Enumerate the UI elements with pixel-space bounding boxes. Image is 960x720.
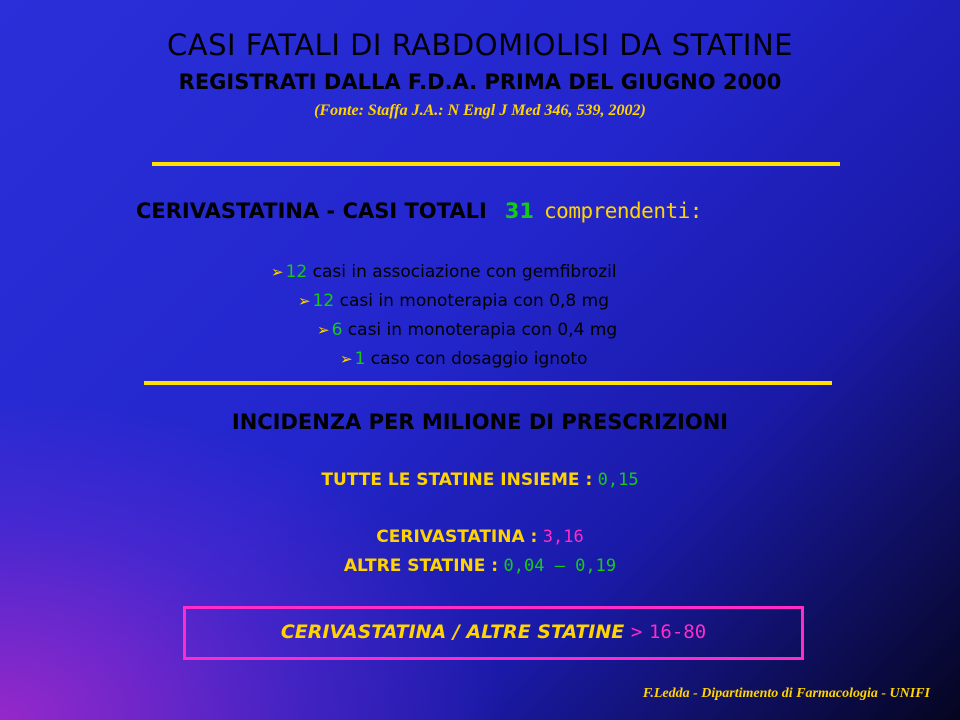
incidence-other-value: 0,04 – 0,19 <box>503 556 617 576</box>
cerivastatina-total-line <box>136 199 702 223</box>
divider-top <box>152 162 840 166</box>
ratio-value: 16-80 <box>648 621 707 643</box>
footer-credit: F.Ledda - Dipartimento di Farmacologia - UNIFI <box>642 686 930 701</box>
bullet-text: casi in monoterapia con 0,8 mg <box>334 291 609 311</box>
cerivastatina-total-label: CERIVASTATINA - CASI TOTALI <box>136 199 487 223</box>
ratio-label: CERIVASTATINA / ALTRE STATINE <box>280 621 625 643</box>
incidence-all-statins <box>0 470 960 490</box>
list-item <box>340 349 588 369</box>
arrow-bullet-icon: ➢ <box>271 263 284 281</box>
bullet-text: casi in monoterapia con 0,4 mg <box>342 320 618 340</box>
bullet-text: casi in associazione con gemfibrozil <box>307 262 617 282</box>
bullet-text: caso con dosaggio ignoto <box>365 349 588 369</box>
incidence-other-statins <box>0 556 960 576</box>
bullet-number: 12 <box>285 262 308 282</box>
arrow-bullet-icon: ➢ <box>317 321 330 339</box>
incidence-ceri-value: 3,16 <box>542 527 584 547</box>
ratio-operator: > <box>630 621 643 643</box>
incidence-ceri-label: CERIVASTATINA : <box>376 527 538 547</box>
cerivastatina-total-suffix: comprendenti: <box>544 199 702 223</box>
arrow-bullet-icon: ➢ <box>340 350 353 368</box>
slide-title: CASI FATALI DI RABDOMIOLISI DA STATINE <box>167 28 793 62</box>
bullet-number: 1 <box>354 349 366 369</box>
incidence-cerivastatina <box>0 527 960 547</box>
bullet-number: 6 <box>331 320 343 340</box>
list-item <box>271 262 617 282</box>
list-item <box>298 291 609 311</box>
cerivastatina-total-value: 31 <box>504 199 535 223</box>
incidence-heading: INCIDENZA PER MILIONE DI PRESCRIZIONI <box>231 410 729 434</box>
list-item <box>317 320 617 340</box>
incidence-all-value: 0,15 <box>597 470 639 490</box>
ratio-text <box>183 621 804 643</box>
bullet-number: 12 <box>312 291 335 311</box>
source-citation: (Fonte: Staffa J.A.: N Engl J Med 346, 539, 2002) <box>314 102 646 119</box>
slide-subtitle: REGISTRATI DALLA F.D.A. PRIMA DEL GIUGNO 2000 <box>178 70 782 94</box>
incidence-all-label: TUTTE LE STATINE INSIEME : <box>321 470 593 490</box>
divider-middle <box>144 381 832 385</box>
arrow-bullet-icon: ➢ <box>298 292 311 310</box>
incidence-other-label: ALTRE STATINE : <box>343 556 499 576</box>
